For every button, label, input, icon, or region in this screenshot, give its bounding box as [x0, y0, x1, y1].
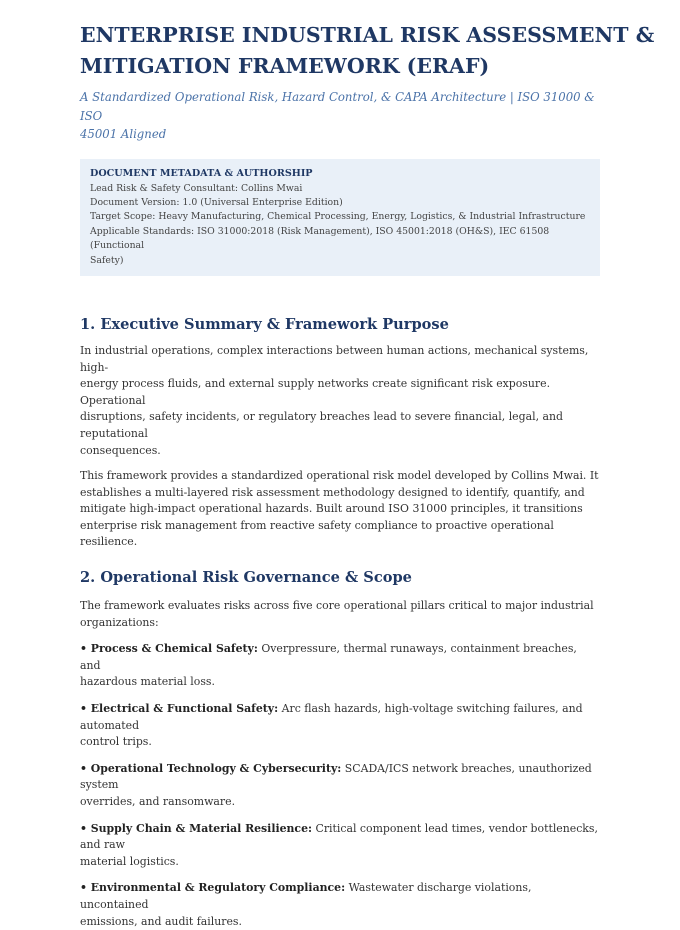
pillar-label: • Environmental & Regulatory Compliance:: [80, 881, 346, 895]
document-subtitle: [80, 88, 600, 144]
pillar-label: • Operational Technology & Cybersecurity:: [80, 761, 342, 775]
metadata-box: [80, 159, 600, 276]
metadata-line-version: Document Version: 1.0 (Universal Enterprise Edition): [90, 196, 343, 208]
paragraph-line: In industrial operations, complex interactions between human actions, mechanical systems, high-: [80, 343, 589, 374]
metadata-line-standards-part-1: Applicable Standards: ISO 31000:2018 (Risk Management), ISO 45001:2018 (OH&S), IEC 61508 (Functional: [90, 225, 550, 252]
pillar-text: Arc flash hazards, high-voltage switching failures, and automated: [80, 702, 583, 732]
pillar-text: Critical component lead times, vendor bottlenecks, and raw: [80, 821, 598, 852]
pillar-text-continued: material logistics.: [80, 854, 179, 868]
pillar-text-continued: hazardous material loss.: [80, 675, 215, 689]
paragraph-line: The framework evaluates risks across five core operational pillars critical to major industrial: [80, 599, 594, 613]
document-title: [80, 20, 655, 82]
section-1-heading: 1. Executive Summary & Framework Purpose: [80, 315, 449, 333]
pillar-text: Wastewater discharge violations, uncontained: [80, 881, 532, 911]
document-subtitle-line-1: A Standardized Operational Risk, Hazard Control, & CAPA Architecture | ISO 31000 & ISO: [80, 90, 595, 123]
pillar-text: Overpressure, thermal runaways, containment breaches, and: [80, 642, 577, 672]
pillar-electrical-functional-safety: [80, 701, 600, 751]
paragraph-line: organizations:: [80, 615, 159, 629]
pillar-label: • Electrical & Functional Safety:: [80, 702, 279, 716]
metadata-line-scope: Target Scope: Heavy Manufacturing, Chemical Processing, Energy, Logistics, & Industrial Infrastructure: [90, 211, 586, 223]
pillar-process-chemical-safety: [80, 641, 600, 691]
paragraph-line: establishes a multi-layered risk assessment methodology designed to identify, quantify, and: [80, 485, 585, 499]
metadata-line-consultant: Lead Risk & Safety Consultant: Collins Mwai: [90, 182, 303, 194]
section-1-paragraph-2: [80, 468, 600, 551]
paragraph-line: disruptions, safety incidents, or regulatory breaches lead to severe financial, legal, and reputational: [80, 410, 563, 440]
pillar-label: • Process & Chemical Safety:: [80, 642, 258, 656]
section-2-heading: 2. Operational Risk Governance & Scope: [80, 569, 412, 587]
section-2-intro: [80, 598, 600, 631]
metadata-heading: DOCUMENT METADATA & AUTHORSHIP: [90, 167, 313, 179]
pillar-text: SCADA/ICS network breaches, unauthorized system: [80, 761, 592, 792]
pillar-ot-cybersecurity: [80, 761, 600, 811]
pillar-environmental-compliance: [80, 880, 600, 930]
paragraph-line: mitigate high-impact operational hazards. Built around ISO 31000 principles, it transitions: [80, 502, 583, 516]
pillar-supply-chain-resilience: [80, 821, 600, 871]
pillar-text-continued: control trips.: [80, 735, 152, 749]
paragraph-line: enterprise risk management from reactive safety compliance to proactive operational resilience.: [80, 518, 554, 549]
document-title-line-2: MITIGATION FRAMEWORK (ERAF): [80, 54, 490, 78]
metadata-line-standards-part-2: Safety): [90, 254, 124, 266]
document-title-line-1: ENTERPRISE INDUSTRIAL RISK ASSESSMENT &: [80, 23, 655, 47]
metadata-line-standards: [90, 225, 590, 268]
paragraph-line: energy process fluids, and external supply networks create significant risk exposure. Operational: [80, 377, 551, 407]
pillar-label: • Supply Chain & Material Resilience:: [80, 821, 313, 835]
paragraph-line: consequences.: [80, 443, 161, 457]
document-subtitle-line-2: 45001 Aligned: [80, 127, 167, 141]
pillar-text-continued: emissions, and audit failures.: [80, 914, 242, 928]
section-1-paragraph-1: [80, 343, 600, 459]
paragraph-line: This framework provides a standardized operational risk model developed by Collins Mwai. It: [80, 469, 599, 483]
pillar-text-continued: overrides, and ransomware.: [80, 795, 236, 808]
